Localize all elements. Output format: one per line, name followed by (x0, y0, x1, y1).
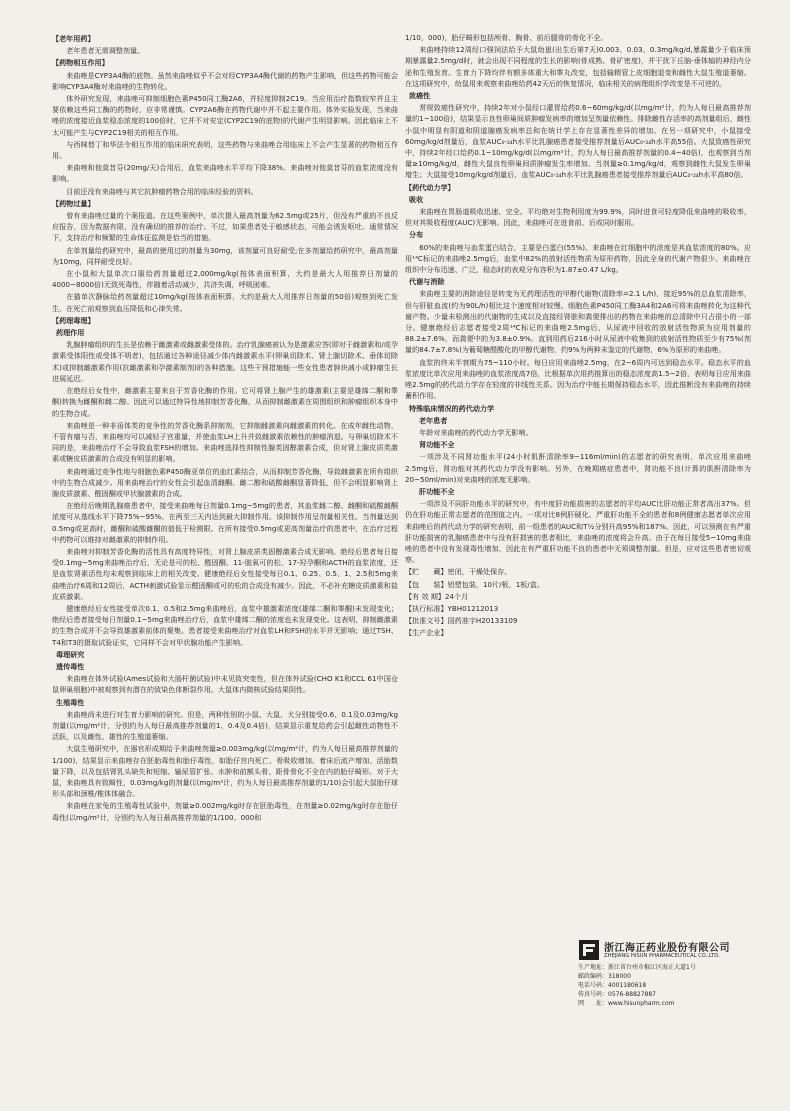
paragraph: 在单剂量给药研究中，最高的使用过的剂量为30mg，该剂量可良好耐受;在多剂量给药研究中，最高剂量为10mg，同样耐受良好。 (52, 245, 398, 266)
right-column (405, 32, 751, 640)
product-info-line: 【生产企业】 (405, 628, 448, 638)
paragraph: 来曲唑和他莫昔芬(20mg/天)合用后，血浆来曲唑水平平均下降38%。来曲唑对他莫昔芬的血浆浓度没有影响。 (52, 163, 398, 184)
section-heading: 【药代动力学】 (405, 182, 455, 192)
company-website: 网 址：www.hisunpharm.com (578, 1000, 675, 1007)
company-name: 浙江海正药业股份有限公司 (604, 943, 730, 954)
section-heading: 【老年用药】 (52, 34, 95, 43)
subsection-heading: 肝功能不全 (419, 486, 455, 496)
paragraph: 来曲唑在家兔的生殖毒性试验中，剂量≥0.002mg/kg时存在胚胎毒性，在剂量≥0.02mg/kg时存在胎仔毒性(以mg/m²计，分别约为人每日最高推荐剂量的1/100、000和 (52, 801, 398, 822)
paragraph: 健康绝经后女性接受单次0.1、0.5和2.5mg来曲唑后，血浆中雄激素浓度(雄烯二酮和睾酮)未发现变化；绝经后患者接受每日剂量0.1~5mg来曲唑治疗后，血浆中雄烯二酮的浓度也未发现变化。这表明，抑制雌激素的生物合成并不会导致雄激素前体的聚集。患者接受来曲唑治疗对血浆LH和FSH的水平并无影响；通过TSH、T4和T3的摄取试验证实，它同样不会对甲状腺功能产生影响。 (52, 603, 398, 647)
subsection-heading: 肾功能不全 (419, 440, 455, 450)
paragraph: 在猫单次静脉给药剂量超过10mg/kg(按体表面积算，大约是最大人用推荐日剂量的50倍)观察到死亡发生，在死亡前观察到血压降低和心律失常。 (52, 292, 398, 313)
section-heading: 【药物相互作用】 (52, 58, 109, 68)
product-info-line: 【包 装】铝塑包装，10片/板，1板/盒。 (405, 579, 544, 589)
subsection-heading: 遗传毒性 (56, 661, 85, 671)
company-logo-icon (578, 939, 600, 961)
paragraph: 来曲唑尚未进行对生育力影响的研究。但是，两种性别的小鼠、大鼠、犬分别接受0.6、0.1及0.03mg/kg剂量(以mg/m²计，分别约为人每日最高推荐剂量的1、0.4及0.4倍)，结果显示重复给药会引起雌性动物性不活跃，以及雌性、雄性的生殖道萎缩。 (52, 709, 398, 742)
subsection-heading: 毒理研究 (56, 649, 85, 659)
company-address: 生产地址：浙江省台州市椒江区海正大道1号 (578, 964, 696, 971)
paragraph: 来曲唑通过竞争性地与细胞色素P450酶亚单位的血红素结合，从而抑制芳香化酶，导致雌激素在所有组织中的生物合成减少。用来曲唑治疗的女性会引起血清雌酮、雌二醇和硫酸雌酮显著降低，但不会明显影响肾上腺皮质激素、醛固酮或甲状腺激素的合成。 (52, 466, 398, 498)
product-info-line: 【有 效 期】24个月 (405, 591, 469, 601)
paragraph: 来曲唑主要的消除途径是转变为无药理活性的甲醇代谢物(清除率=2.1 L/h)，接近95%的总血浆清除率，但与肝脏血流(约为90L/h)相比这个速度相对较慢。细胞色素P450同工酶3A4和2A6可将来曲唑转化为这种代谢产物。少量未检测出的代谢物的生成以及直接经肾脏和粪便排出的药物在来曲唑的总清除中只占很小的一部分。健康绝经后志愿者接受2周¹⁴C标记的来曲唑2.5mg后，从尿液中回收的放射活性物质为应用剂量的88.2±7.6%，而粪便中的为3.8±0.9%。直到用药后216小时从尿液中收集到的放射活性物质至少有75%(剂量的84.7±7.8%)为葡萄糖醛酸化的甲醇代谢物，约9%为两种未鉴定的代谢物，6%为原形的来曲唑。 (405, 289, 751, 355)
subsection-heading: 特殊临床情况的药代动力学 (409, 403, 495, 413)
subsection-heading: 老年患者 (419, 415, 448, 425)
paragraph: 老年患者无需调整剂量。 (66, 46, 145, 56)
paragraph: 来曲唑是一种非甾体类的竞争性的芳香化酶系抑制剂，它抑制雌激素向雌激素的转化。在成年雌性动物，不管有瘤与否，来曲唑均可以减轻子宫重量，并使血浆LH上升并致雌激素依赖性的肿瘤消退。与卵巢切除术不同的是，来曲唑治疗不会导致血浆FSH的增加。来曲唑选择性抑制性腺类固醇激素合成，但对肾上腺皮质类激素或糖皮质激素的合成没有明显的影响。 (52, 420, 398, 464)
subsection-heading: 代谢与消除 (409, 277, 445, 287)
subsection-heading: 生殖毒性 (56, 697, 85, 707)
subsection-heading: 分布 (409, 230, 424, 240)
paragraph: 来曲唑是CYP3A4酶的底物。虽然来曲唑似乎不会对经CYP3A4酶代谢的药物产生影响，但这些药物可能会影响CYP3A4酶对来曲唑的生物转化。 (52, 70, 398, 91)
product-info-line: 【执行标准】YBH01212013 (405, 603, 499, 613)
paragraph: 来曲唑在体外试验(Ames试验和大肠杆菌试验)中未见致突变性，但在体外试验(CHO K1和CCL 61中国仓鼠卵巢细胞)中被观察到有潜在的致染色体断裂作用。大鼠体内微核试验结果阴性。 (52, 674, 398, 695)
section-heading: 【药理毒理】 (52, 315, 95, 325)
paragraph: 在绝经后女性中，雌激素主要来自于芳香化酶的作用。它可将肾上腺产生的雄激素(主要是雄烯二酮和睾酮)转换为雌酮和雌二醇。因此可以通过特异性地抑制芳香化酶，从而抑制雌激素在周围组织和肿瘤组织本身中的生物合成。 (52, 386, 398, 418)
paragraph: 来曲唑持续12周经口强饲法给予大鼠幼崽(出生后第7天)0.003、0.03、0.3mg/kg/d,暴露量少于临床预期暴露量2.5mg/d时，就会出现不同程度的生长的影响(骨成熟、骨矿密度)，并干扰下丘脑-垂体轴的神经内分泌和生殖发育。生育力下降均伴有额多体重大和睾丸改变，包括输精管上皮细胞退变和雌性大鼠生殖道萎缩。在这项研究中，幼鼠用来观察来曲唑给药42天后的恢复情况，临床相关的病理组织学改变是不可逆的。 (405, 45, 751, 88)
paragraph: 大鼠生殖研究中，在器官形成期给予来曲唑剂量≥0.003mg/kg(以mg/m²计，约为人每日最高推荐剂量的1/100)，结果显示来曲唑存在胚胎毒性和胎仔毒性，如胎仔宫内死亡、骨吸收增加、着床后流产增加、活胎数量下降，以及包括肾乳头缺失和短缩、输尿管扩张、水肿和前额头骨、距骨骨化不全在内的胎仔畸形。对于大鼠，来曲唑具有致畸性，0.03mg/kg的剂量(以mg/m²计，约为人每日最高推荐剂量的1/10)会引起大鼠胎仔球形头部和颈椎/椎体体融合。 (52, 744, 398, 799)
paragraph: 常规致癌性研究中，持续2年对小鼠经口灌胃给药0.6~60mg/kg/d(以mg/m²计，约为人每日最高推荐剂量的1~100倍)，结果显示良性卵巢间质肿瘤发病率的增加呈剂量依赖性。排除雌性存活率的高剂量组后，雌性小鼠中明显有阴道和阴道腺癌发病率总和在统计学上存在显著性差异的增加。在另一项研究中，小鼠接受60mg/kg/d剂量后，血浆AUC₀-₂₄h水平比乳腺癌患者接受推荐剂量后AUC₀-₂₄h水平高55倍。大鼠致癌性研究中，持续2年经口给药0.1~10mg/kg/d(以mg/m²计，约为人每日最高推荐剂量的0.4~40倍)，也观察到当剂量≥10mg/kg/d，雌性大鼠良性卵巢间质肿瘤发生率增加。当剂量≥0.1mg/kg/d，观察到雌性大鼠发生卵巢增生；大鼠接受10mg/kg/d剂量后，血浆AUC₀-₂₄h水平比乳腺癌患者接受推荐剂量后AUC₀-₂₄h水平高80倍。 (405, 103, 751, 180)
paragraph: 一项涉及不同肝功能水平的研究中，有中度肝功能损害的志愿者的平均AUC比肝功能正常者高出37%。但仍在肝功能正常志愿者的范围值之内。一项对比8例肝硬化、严重肝功能不全的患者和8例健康志愿者单次应用来曲唑后的药代动力学的研究表明，前一组患者的AUC和T½分别升高95%和187%。因此，可以预测在有严重肝功能损害的乳腺癌患者中与没有肝损害的患者相比，来曲唑的浓度将会升高。由于在每日接受5~10mg来曲唑的患者中没有发现毒性增加，因此在有严重肝功能不良的患者中无须调整剂量。但是，应对这些患者密切观察。 (405, 499, 752, 565)
company-fax: 传真号码：0576-88827887 (578, 991, 656, 998)
paragraph: 乳腺肿瘤组织的生长是依赖于雌激素或雌激素受体的。治疗乳腺癌被认为是激素应答(即对于雌激素和/或孕激素受体阳性或受体不明者)，包括通过各种途径减少体内雌激素水平(卵巢切除术、肾上腺切除术、垂体切除术)或抑制雌激素作用(抗雌激素和孕激素制剂)的各种措施。这些干预措施能一些女性患者肿块减小或肿瘤生长进展延迟。 (52, 340, 398, 383)
paragraph: 一项涉及不同肾功能水平(24小时肌酐清除率9~116ml/min)的志愿者的研究表明，单次应用来曲唑2.5mg后，肾功能对其药代动力学没有影响。另外，在晚期癌症患者中，肾功能不良(计算的肌酐清除率为20~50ml/min)对来曲唑的浓度无影响。 (405, 452, 751, 484)
subsection-heading: 吸收 (409, 194, 424, 204)
subsection-heading: 药理作用 (56, 328, 85, 338)
paragraph: 在绝经后晚期乳腺癌患者中，接受来曲唑每日剂量0.1mg~5mg的患者，其血浆雌二醇、雌酮和硫酸雌酮浓度可从基线水平下降75%~95%。在两至三天内达到最大抑制作用。该抑制作用呈剂量相关性。当剂量达到0.5mg或更高时，雌酮和硫酸雌酮的值低于检测限。在所有接受0.5mg或更高剂量治疗的患者中，在治疗过程中药物可以维持对雌激素的抑制作用。 (52, 501, 398, 544)
paragraph: 来曲唑在胃肠道吸收迅速、完全。平均绝对生物利用度为99.9%，同时进食可轻度降低来曲唑的吸收率，但对其吸收程度(AUC)无影响。因此，来曲唑可在进食前、后或同时服用。 (405, 207, 751, 228)
paragraph: 血浆的终末半衰期为75~110小时。每日应用来曲唑2.5mg，在2~6周内可达到稳态水平。稳态水平的血浆浓度比单次应用来曲唑的血浆浓度高7倍，比根据单次用药推算出的稳态浓度高1.5~2倍，表明每日应用来曲唑2.5mg的药代动力学存在轻度的非线性关系。因为治疗中能长期保持稳态水平，因此推断没有来曲唑的持续蓄积作用。 (405, 357, 751, 401)
paragraph: 在小鼠和大鼠单次口服给药剂量超过2,000mg/kg(按体表面积算，大约是最大人用推荐日剂量的4000~8000倍)无致死毒性，伴随着活动减少，共济失调，呼吸困难。 (52, 269, 398, 290)
left-column (52, 32, 398, 824)
paragraph: 来曲唑对抑制芳香化酶的活性具有高度特异性，对肾上腺皮质类固醇激素合成无影响。绝经后患者每日接受0.1mg~5mg来曲唑治疗后，无论是可的松、醛固酮、11-脱氧可的松、17-羟孕酮和ACTH的血浆浓度，还是血浆肾素活性均未观察到临床上的相关改变。健康绝经后女性接受每日0.1、0.25、0.5、1、2.5和5mg来曲唑治疗6周和12周后，ACTH刺激试验显示醛固酮或可的松的合成没有减少。因此，不必补充糖皮质激素和盐皮质激素。 (52, 546, 398, 601)
product-info-line: 【贮 藏】密闭，干燥处保存。 (405, 567, 512, 577)
paragraph: 目前还没有来曲唑与其它抗肿瘤药物合用的临床经验的资料。 (66, 186, 258, 196)
paragraph: 曾有来曲唑过量的个案报道。在这些案例中，单次摄入最高剂量为62.5mg或25片，但没有严重的不良反应报告，因为数据有限，没有确切的推荐的治疗。不过，如果患者处于敏感状态，可能会诱发呕吐。通常情况下，支持治疗和频繁的生命体征监测是恰当的措施。 (52, 211, 398, 243)
paragraph: 60%的来曲唑与血浆蛋白结合，主要是白蛋白(55%)。来曲唑在红细胞中的浓度是其血浆浓度的80%。应用¹⁴C标记的来曲唑2.5mg后，血浆中82%的放射活性物质为原形药物，因此全身的代谢产物很少。来曲唑在组织中分布迅速、广泛，稳态时的表观分布容积为1.87±0.47 L/kg。 (405, 242, 751, 275)
subsection-heading: 致癌性 (409, 91, 431, 101)
manufacturer-block (578, 937, 778, 1017)
paragraph: 1/10，000)，胎仔畸形包括颅骨、胸骨、前后腿骨的骨化不全。 (405, 33, 608, 42)
section-heading: 【药物过量】 (52, 198, 95, 208)
company-name-en: ZHEJIANG HISUN PHARMACEUTICAL CO.,LTD. (604, 953, 720, 959)
company-postcode: 邮政编码：318000 (578, 973, 631, 980)
paragraph: 与西咪替丁和华法令相互作用的临床研究表明，这些药物与来曲唑合用临床上不会产生显著的药物相互作用。 (52, 139, 398, 161)
product-info-line: 【批准文号】国药准字H20133109 (405, 616, 518, 626)
paragraph: 年龄对来曲唑的药代动力学无影响。 (419, 427, 533, 437)
company-phone: 电话号码：4001180618 (578, 982, 647, 989)
paragraph: 体外研究发现，来曲唑可抑制细胞色素P450同工酶2A6，并轻度抑制2C19。当应用治疗指数较窄并且主要依赖这些同工酶的药物时，应非常谨慎。CYP2A6酶在药物代谢中并不起主要作用。体外实验发现，当来曲唑的浓度接近血浆稳态浓度的100倍时，它并不对安定(CYP2C19的底物)的代谢产生明显影响。因此临床上不太可能产生与CYP2C19相关的相互作用。 (52, 94, 398, 137)
